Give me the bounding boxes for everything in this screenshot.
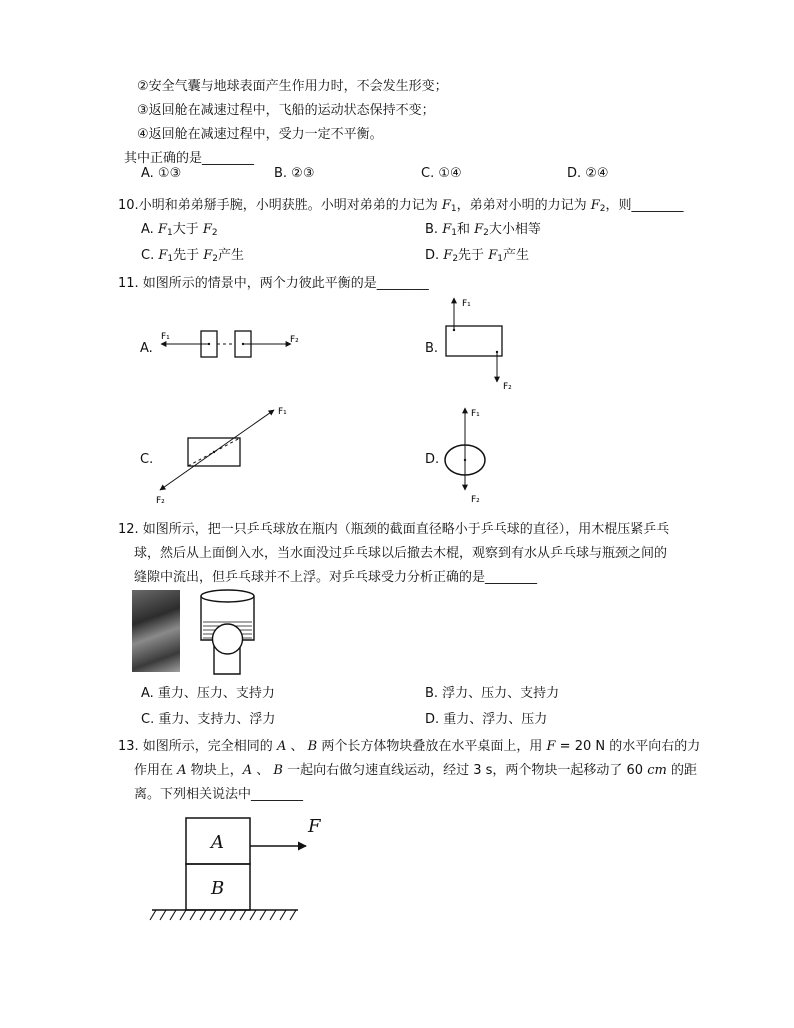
q11-figure-c (150, 400, 300, 508)
label-block-b: B (211, 878, 225, 899)
q13-line-2: 作用在 A 物块上，A 、 B 一起向右做匀速直线运动，经过 3 s，两个物块一起移动了 60 cm 的距 (134, 763, 697, 778)
q13-figure-blocks (148, 812, 328, 930)
label-force-f: F (308, 816, 321, 837)
label-f1: F₁ (471, 409, 480, 419)
q11-figure-d (438, 402, 498, 508)
q10-stem: 10.小明和弟弟掰手腕，小明获胜。小明对弟弟的力记为 $F_1$，弟弟对小明的力记为 $F_2$，则________ (118, 198, 684, 214)
q9-option-b: B. ②③ (274, 166, 315, 181)
q10-option-c: C. $F_1$先于 $F_2$产生 (141, 248, 245, 264)
statement-4: ④返回舱在减速过程中，受力一定不平衡。 (137, 127, 383, 142)
label-f2: F₂ (503, 382, 512, 392)
statement-3: ③返回舱在减速过程中，飞船的运动状态保持不变； (137, 103, 435, 118)
q13-line-3: 离。下列相关说法中________ (134, 787, 304, 802)
label-f1: F₁ (278, 407, 287, 417)
force-arrow-f1 (214, 410, 274, 452)
q9-option-c: C. ①④ (421, 166, 462, 181)
q11-figure-a (155, 322, 315, 366)
q9-option-a: A. ①③ (141, 166, 182, 181)
label-f2: F₂ (290, 335, 299, 345)
q11-label-b: B. (425, 341, 439, 356)
q10-option-a: A. $F_1$大于 $F_2$ (141, 222, 218, 238)
q11-label-d: D. (425, 452, 440, 467)
q9-option-d: D. ②④ (567, 166, 609, 181)
label-f2: F₂ (156, 496, 165, 506)
q12-line-1: 12. 如图所示，把一只乒乓球放在瓶内（瓶颈的截面直径略小于乒乓球的直径），用木棍压紧乒乓 (118, 522, 670, 537)
bottle-opening (201, 590, 254, 602)
q12-line-3: 缝隙中流出，但乒乓球并不上浮。对乒乓球受力分析正确的是________ (134, 570, 538, 585)
label-f2: F₂ (471, 495, 480, 505)
q11-stem: 11. 如图所示的情景中，两个力彼此平衡的是________ (118, 276, 429, 291)
q13-line-1: 13. 如图所示，完全相同的 A 、 B 两个长方体物块叠放在水平桌面上，用 F = 20 N 的水平向右的力 (118, 739, 701, 754)
q12-option-c: C. 重力、支持力、浮力 (141, 712, 276, 727)
ground-hatch (150, 910, 296, 920)
label-block-a: A (211, 832, 224, 853)
q12-line-2: 球，然后从上面倒入水，当水面没过乒乓球以后撤去木棍，观察到有水从乒乓球与瓶颈之间的 (134, 546, 668, 561)
label-f1: F₁ (462, 299, 471, 309)
q9-stem: 其中正确的是________ (124, 151, 255, 166)
bottle-diagram (194, 586, 264, 682)
q10-option-b: B. $F_1$和 $F_2$大小相等 (425, 222, 541, 238)
statement-2: ②安全气囊与地球表面产生作用力时，不会发生形变； (137, 79, 448, 94)
bottle-photo (132, 590, 180, 672)
q10-option-d: D. $F_2$先于 $F_1$产生 (425, 248, 529, 264)
q11-figure-b (440, 294, 530, 394)
ping-pong-ball (213, 624, 243, 654)
force-arrow-f2 (160, 452, 214, 490)
q11-label-a: A. (140, 341, 153, 356)
label-f1: F₁ (161, 332, 170, 342)
q12-option-b: B. 浮力、压力、支持力 (425, 686, 560, 701)
q12-option-a: A. 重力、压力、支持力 (141, 686, 275, 701)
q11-label-c: C. (140, 452, 154, 467)
q12-option-d: D. 重力、浮力、压力 (425, 712, 548, 727)
